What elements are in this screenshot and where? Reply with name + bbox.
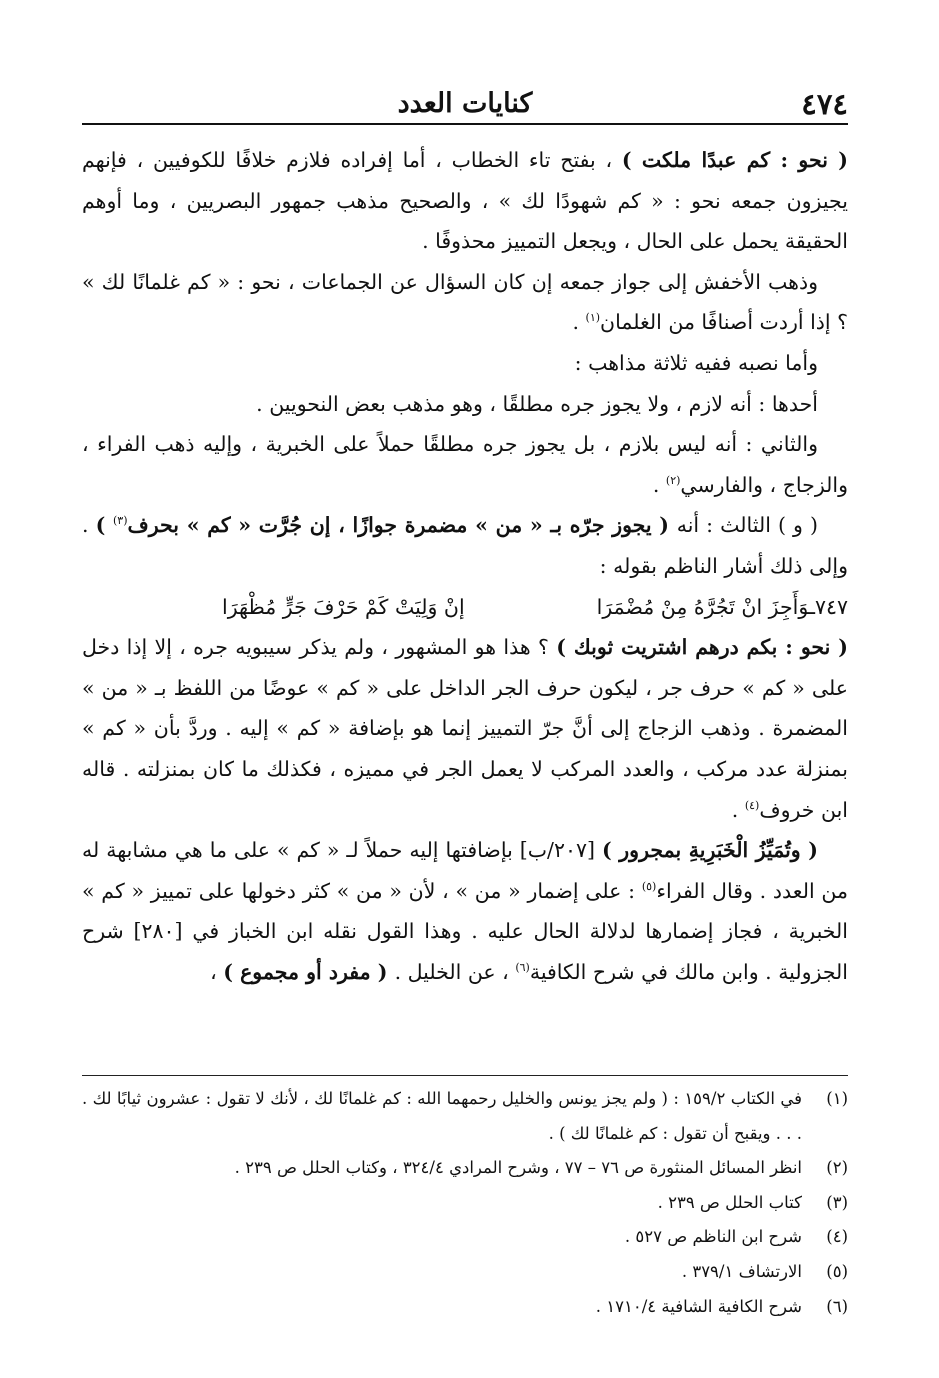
footnote-text: الارتشاف ٣٧٩/١ . <box>681 1261 802 1281</box>
page-number: ٤٧٤ <box>801 87 848 121</box>
footnote-number: (٢) <box>826 1158 848 1178</box>
paragraph-7 <box>82 627 848 830</box>
main-text <box>82 140 848 992</box>
footnote-number: (٤) <box>826 1227 848 1247</box>
footnote-ref: (٤) <box>744 798 760 812</box>
bold-phrase: ( نحو : بكم درهم اشتريت ثوبك ) <box>556 635 849 660</box>
footnote-text: شرح ابن الناظم ص ٥٢٧ . <box>624 1227 802 1247</box>
page-header <box>82 86 848 122</box>
paragraph-8 <box>82 830 848 992</box>
footnote-number: (٥) <box>826 1261 848 1281</box>
bold-phrase-end: ) <box>95 513 113 538</box>
footnote-text: في الكتاب ١٥٩/٢ : ( ولم يجز يونس والخليل رحمهما الله : كم غلمانًا لك ، لأنك لا تقول : عشرون ثيابًا لك . . . . ويقبح أن تقول : كم غلمانًا لك ) . <box>82 1089 802 1143</box>
paragraph-text: [٢٠٧/ب] بإضافتها إليه حملاً لـ « كم » على ما هي مشابهة له من العدد . وقال الفراء <box>82 838 848 903</box>
paragraph-text-2: : على إضمار « من » ، لأن « من » كثر دخولها على تمييز « كم » الخبرية ، فجاز إضمارها لدلالة الحال عليه . وهذا القول نقله ابن الخباز في [٢٨٠] شرح الجزولية . وابن مالك في شرح الكافية <box>82 878 848 984</box>
bold-phrase: ( وتُمَيِّزُ الْخَبَرِيةِ بمجرور ) <box>601 838 818 863</box>
footnote <box>82 1186 848 1221</box>
footnote <box>82 1220 848 1255</box>
paragraph-text: ( و ) الثالث : أنه <box>676 513 818 538</box>
paragraph-text: والثاني : أنه ليس بلازم ، بل يجوز جره مطلقًا حملاً على الخبرية ، وإليه ذهب الفراء ، والزجاج ، والفارسي <box>82 432 848 497</box>
footnote-ref: (٦) <box>515 961 530 975</box>
paragraph-tail: . <box>652 472 666 497</box>
paragraph-text: ، بفتح تاء الخطاب ، أما إفراده فلازم خلافًا للكوفيين ، فإنهم يجيزون جمعه نحو : « كم شهودًا لك » ، والصحيح مذهب جمهور البصريين ، وما أوهم الحقيقة يحمل على الحال ، ويجعل التمييز محذوفًا . <box>82 148 848 254</box>
verse-hemistich-1 <box>597 587 848 628</box>
footnotes <box>82 1082 848 1324</box>
verse-hemistich-2: إنْ وَلِيَتْ كَمْ حَرْفَ جَرٍّ مُظْهَرَا <box>222 594 465 619</box>
paragraph-text: وذهب الأخفش إلى جواز جمعه إن كان السؤال عن الجماعات ، نحو : « كم غلمانًا لك » ؟ إذا أردت أصنافًا من الغلمان <box>82 269 848 335</box>
bold-phrase-end: ( مفرد أو مجموع ) <box>223 959 395 984</box>
footnote-text: شرح الكافية الشافية ١٧١٠/٤ . <box>595 1296 802 1316</box>
paragraph-tail: . <box>572 310 586 335</box>
paragraph-2 <box>82 262 848 343</box>
footnote-ref: (١) <box>585 311 601 325</box>
paragraph-tail: . وإلى ذلك أشار الناظم بقوله : <box>82 513 848 578</box>
bold-phrase: ( يجوز جرّه بـ « من » مضمرة جوازًا ، إن جُرَّت « كم » بحرف <box>127 513 677 538</box>
footnote <box>82 1255 848 1290</box>
header-rule <box>82 123 848 125</box>
verse-number: ٧٤٧ـ <box>808 594 848 619</box>
paragraph-text: أحدها : أنه لازم ، ولا يجوز جره مطلقًا ، وهو مذهب بعض النحويين . <box>256 391 818 416</box>
paragraph-4 <box>82 384 848 425</box>
footnote <box>82 1290 848 1325</box>
footnote <box>82 1151 848 1186</box>
bold-phrase: ( نحو : كم عبدًا ملكت ) <box>621 148 848 172</box>
paragraph-tail: . <box>731 797 745 822</box>
footnote-text: انظر المسائل المنثورة ص ٧٦ – ٧٧ ، وشرح المرادي ٣٢٤/٤ ، وكتاب الحلل ص ٢٣٩ . <box>234 1158 802 1178</box>
paragraph-3 <box>82 343 848 384</box>
paragraph-text-3: ، عن الخليل . <box>394 959 516 984</box>
verse-text-1: وَأَجِزَ انْ تَجُرَّهُ مِنْ مُضْمَرَا <box>596 594 809 619</box>
paragraph-5 <box>82 424 848 505</box>
footnote-ref: (٣) <box>112 514 128 528</box>
footnote-ref: (٢) <box>665 473 681 487</box>
footnote-number: (٣) <box>826 1192 848 1212</box>
paragraph-text: وأما نصبه ففيه ثلاثة مذاهب : <box>574 350 818 375</box>
paragraph-1 <box>82 140 848 262</box>
footnote-rule <box>82 1075 848 1076</box>
running-title: كنايات العدد <box>397 88 533 119</box>
footnote <box>82 1082 848 1151</box>
footnote-text: كتاب الحلل ص ٢٣٩ . <box>657 1192 802 1212</box>
paragraph-6 <box>82 505 848 586</box>
footnote-ref: (٥) <box>641 879 657 893</box>
paragraph-tail: ، <box>210 959 224 984</box>
verse-line <box>82 587 848 628</box>
footnote-number: (٦) <box>826 1296 848 1316</box>
paragraph-text: ؟ هذا هو المشهور ، ولم يذكر سيبويه جره ، إلا إذا دخل على « كم » حرف جر ، ليكون حرف الجر الداخل على « كم » عوضًا من اللفظ بـ « من » المضمرة . وذهب الزجاج إلى أنَّ جرّ التمييز إنما هو بإضافة « كم » إليه . وردَّ بأن « كم » بمنزلة عدد مركب ، والعدد المركب لا يعمل الجر في مميزه ، فكذلك ما كان بمنزلته . قاله ابن خروف <box>82 635 848 822</box>
footnote-number: (١) <box>826 1089 848 1108</box>
